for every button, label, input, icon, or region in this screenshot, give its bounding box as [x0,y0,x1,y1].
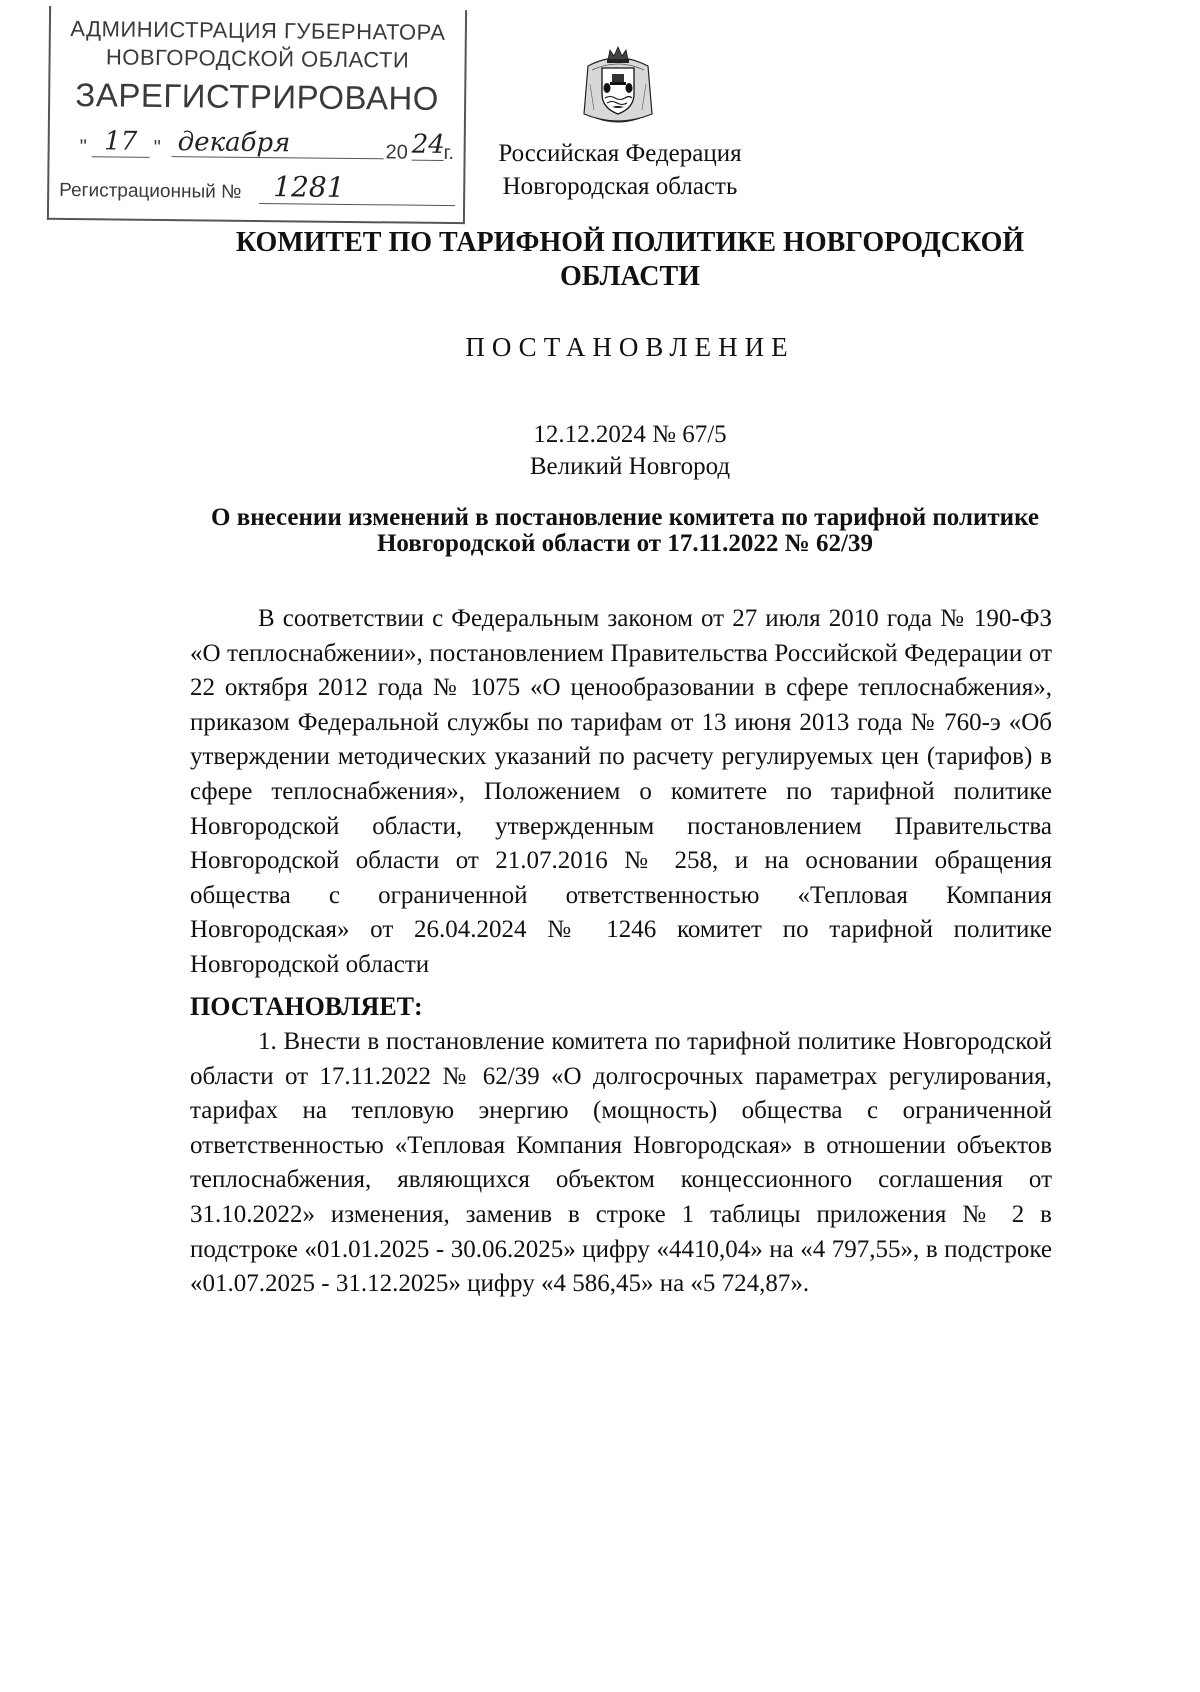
item-1-paragraph: 1. Внести в постановление комитета по тарифной политике Новгородской области от 17.11.2022 № 62/39 «О долгосрочных параметрах регулирования, тарифах на тепловую энергию (мощность) общества с ограниченной ответственностью «Тепловая Компания Новгородская» в отношении объектов теплоснабжения, являющихся объектом концессионного соглашения от 31.10.2022» изменения, заменив в строке 1 таблицы приложения № 2 в подстроке «01.01.2025 - 30.06.2025» цифру «4410,04» на «4 797,55», в подстроке «01.07.2025 - 31.12.2025» цифру «4 586,45» на «5 724,87». [190,1028,1052,1298]
stamp-date-row [79,126,455,170]
stamp-number-row [59,172,453,210]
novgorod-coat-of-arms-icon [580,44,656,130]
region-name: Новгородская область [502,173,738,200]
preamble-paragraph: В соответствии с Федеральным законом от 27 июля 2010 года № 190-ФЗ «О теплоснабжении», постановлением Правительства Российской Федерации от 22 октября 2012 года № 1075 «О ценообразовании в сфере теплоснабжения», приказом Федеральной службы по тарифам от 13 июня 2013 года № 760-э «Об утверждении методических указаний по расчету регулируемых цен (тарифов) в сфере теплоснабжения», Положением о комитете по тарифной политике Новгородской области, утвержденным постановлением Правительства Новгородской области от 21.07.2016 № 258, и на основании обращения общества с ограниченной ответственностью «Тепловая Компания Новгородская» от 26.04.2024 № 1246 комитет по тарифной политике Новгородской области [190,605,1052,978]
document-place: Великий Новгород [529,453,731,480]
stamp-month: декабря [172,127,384,159]
stamp-registered: ЗАРЕГИСТРИРОВАНО [75,76,440,117]
stamp-day: 17 [92,126,150,158]
stamp-year-prefix: 20 [385,141,408,164]
stamp-org-line1: АДМИНИСТРАЦИЯ ГУБЕРНАТОРА [70,16,446,45]
stamp-org-line2: НОВГОРОДСКОЙ ОБЛАСТИ [105,44,410,73]
country-name: Российская Федерация [498,140,742,167]
stamp-number-label: Регистрационный № [59,179,242,203]
stamp-quote-close: " [153,136,161,159]
document-type: ПОСТАНОВЛЕНИЕ [465,332,795,362]
document-subject: О внесении изменений в постановление комитета по тарифной политике Новгородской области от 17.11.2022 № 62/39 [211,504,1039,557]
stamp-number: 1281 [259,170,455,206]
committee-title: КОМИТЕТ ПО ТАРИФНОЙ ПОЛИТИКЕ НОВГОРОДСКОЙ ОБЛАСТИ [235,227,1025,292]
stamp-quote-open: " [79,136,87,159]
stamp-year-abbr: г. [443,141,455,165]
registration-stamp [47,6,467,224]
stamp-year-suffix: 24 [411,129,445,160]
document-date-number: 12.12.2024 № 67/5 [533,421,727,448]
decree-word: ПОСТАНОВЛЯЕТ: [190,992,423,1021]
